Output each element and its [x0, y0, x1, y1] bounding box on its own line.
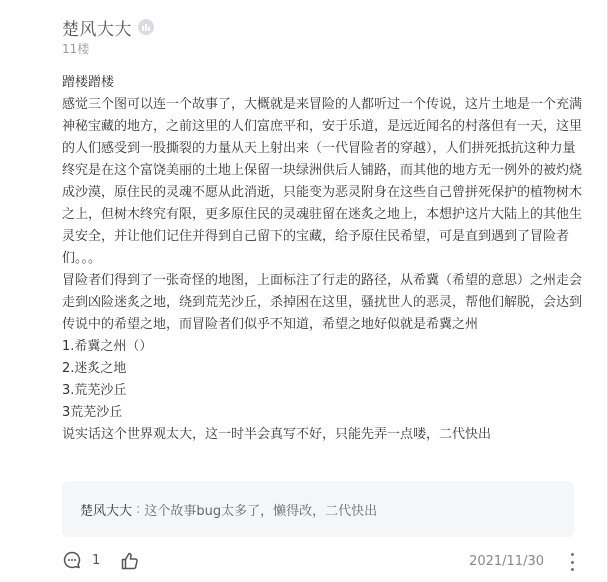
content-line: 1.希冀之州（）	[62, 339, 153, 354]
post-header	[62, 14, 154, 40]
thumbs-up-icon	[120, 551, 140, 571]
post-date: 2021/11/30	[469, 554, 544, 569]
comment-count: 1	[92, 552, 101, 568]
content-line: 2.迷炙之地	[62, 361, 127, 376]
reply-box	[62, 481, 574, 537]
like-button[interactable]	[120, 551, 140, 575]
user-level-icon	[138, 19, 154, 35]
reply-username[interactable]: 楚风大大	[80, 503, 133, 519]
post-content	[62, 72, 582, 446]
post-footer	[62, 550, 582, 574]
content-line: 蹭楼蹭楼	[62, 75, 115, 90]
more-vertical-icon	[571, 568, 574, 571]
comment-button[interactable]	[62, 550, 100, 570]
reply-separator: :	[136, 501, 141, 517]
content-line: 说实话这个世界观太大，这一时半会真写不好，只能先弄一点喽，二代快出	[62, 427, 492, 442]
content-line: 3荒芜沙丘	[62, 405, 123, 420]
content-line: 3.荒芜沙丘	[62, 383, 127, 398]
content-line: 感觉三个图可以连一个故事了，大概就是来冒险的人都听过一个传说，这片土地是一个充满神秘宝藏的地方，之前这里的人们富庶平和，安于乐道，是远近闻名的村落但有一天，这里的人们感受到一股撕裂的力量从天上射出来（一代冒险者的穿越），人们拼死抵抗这种力量终究是在这个富饶美丽的土地上保留一块绿洲供后人铺路，而其他的地方无一例外的被灼烧成沙漠，原住民的灵魂不愿从此消逝，只能变为恶灵附身在这些自己曾拼死保护的植物树木之上，但树木终究有限，更多原住民的灵魂驻留在迷炙之地上，本想护这片大陆上的其他生灵安全，并让他们记住并得到自己留下的宝藏，给予原住民希望，可是直到遇到了冒险者们。。。	[62, 97, 583, 266]
more-vertical-icon	[571, 561, 574, 564]
floor-number: 11楼	[62, 42, 90, 56]
more-vertical-icon	[571, 553, 574, 556]
more-options-button[interactable]	[568, 553, 576, 571]
comment-icon	[62, 550, 82, 570]
content-line: 冒险者们得到了一张奇怪的地图，上面标注了行走的路径，从希冀（希望的意思）之州走会走到凶险迷炙之地，绕到荒芜沙丘，杀掉困在这里，骚扰世人的恶灵，帮他们解脱，会达到传说中的希望之地，而冒险者们似乎不知道，希望之地好似就是希冀之州	[62, 273, 583, 332]
post-username[interactable]: 楚风大大	[62, 19, 132, 40]
reply-text: 这个故事bug太多了，懒得改，二代快出	[144, 503, 378, 519]
